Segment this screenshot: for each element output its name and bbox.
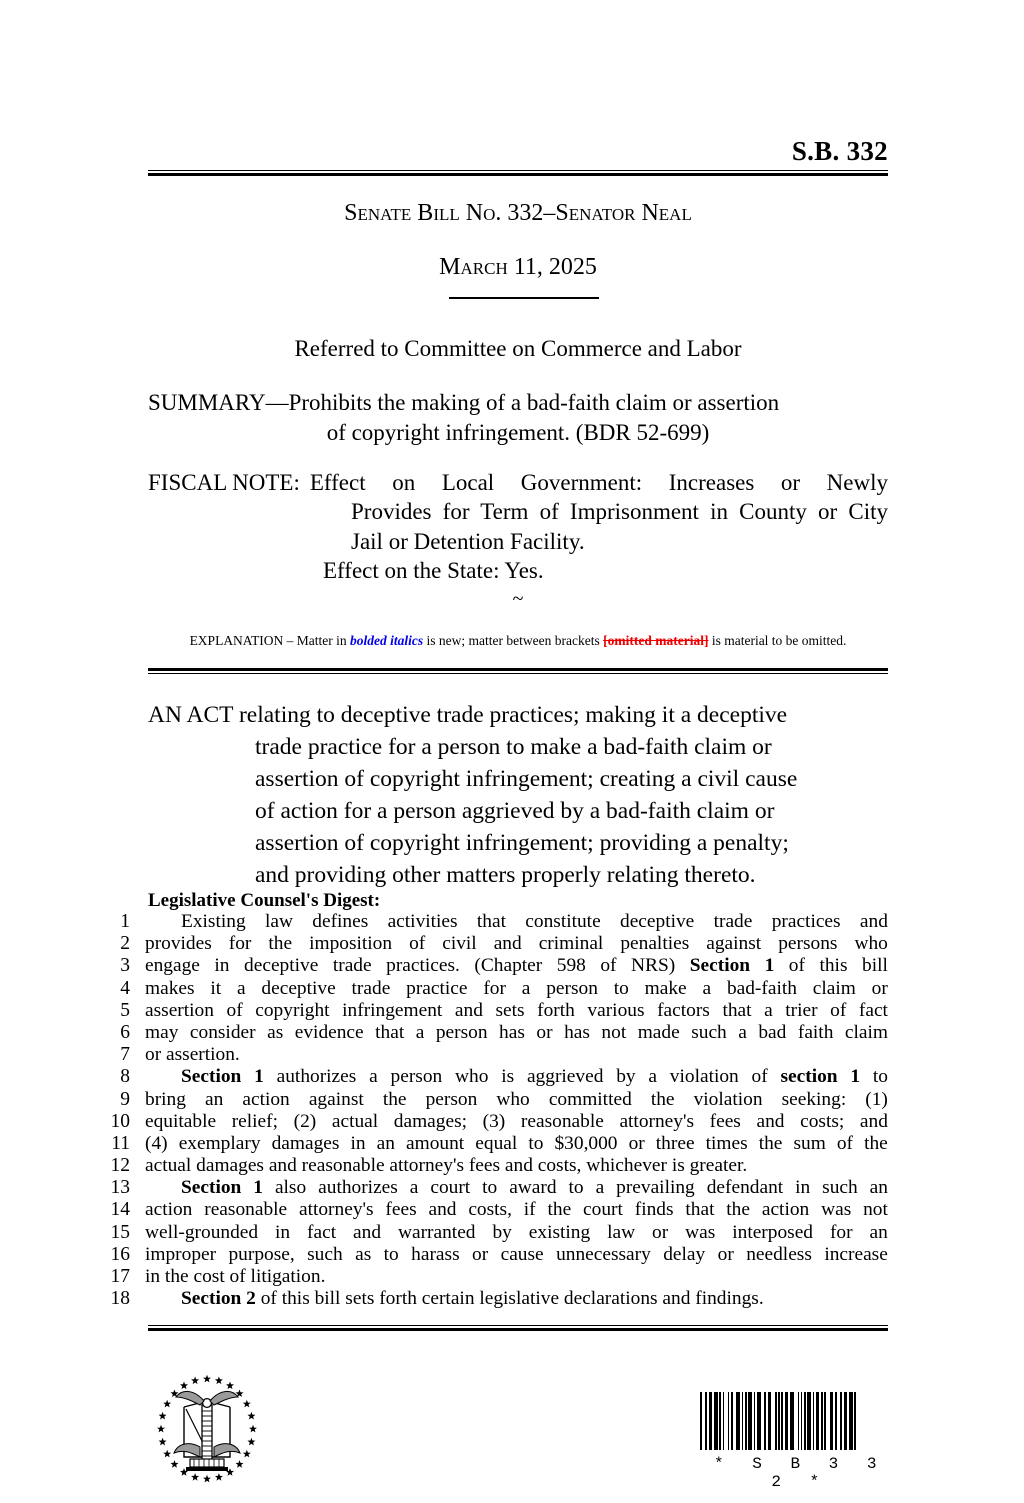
digest-line-text: engage in deceptive trade practices. (Chapter 598 of NRS) Section 1 of this bill [145, 955, 888, 977]
digest-line-text: improper purpose, such as to harass or cause unnecessary delay or needless increase [145, 1243, 888, 1265]
digest-line [0, 933, 1024, 955]
fiscal-note-line-1 [148, 468, 888, 497]
digest-line-number: 5 [120, 999, 130, 1021]
digest-line-number: 18 [110, 1288, 130, 1310]
footer-divider [148, 1325, 888, 1331]
digest-line [0, 1022, 1024, 1044]
tilde-separator: ~ [512, 588, 524, 610]
digest-line [0, 1199, 1024, 1221]
an-act-line-6: and providing other matters properly relating thereto. [255, 861, 756, 888]
digest-line [0, 978, 1024, 1000]
digest-line-number: 17 [110, 1266, 130, 1287]
digest-body [0, 911, 1024, 1310]
referred-to-committee: Referred to Committee on Commerce and Labor [294, 336, 742, 361]
digest-line [0, 1222, 1024, 1244]
digest-line-text: actual damages and reasonable attorney's fees and costs, whichever is greater. [145, 1155, 748, 1177]
fiscal-note-line-3: Jail or Detention Facility. [351, 528, 585, 554]
barcode-label: * S B 3 3 2 * [714, 1455, 886, 1491]
summary-line-1: SUMMARY—Prohibits the making of a bad-faith claim or assertion [148, 390, 780, 415]
title-divider [449, 297, 599, 299]
digest-line-number: 14 [110, 1199, 130, 1221]
digest-line-text: Section 1 also authorizes a court to award to a prevailing defendant in such an [181, 1177, 888, 1199]
digest-line [0, 1133, 1024, 1155]
digest-line-number: 9 [120, 1088, 130, 1110]
digest-line-number: 2 [120, 933, 130, 955]
an-act-line-1: AN ACT relating to deceptive trade practices; making it a deceptive [148, 702, 788, 728]
digest-line [0, 911, 1024, 933]
digest-line [0, 955, 1024, 977]
digest-line-number: 6 [120, 1021, 130, 1043]
digest-line-text: equitable relief; (2) actual damages; (3) reasonable attorney's fees and costs; and [145, 1110, 888, 1132]
bill-number-heading: S.B. 332 [791, 136, 888, 166]
act-divider [148, 668, 888, 674]
digest-line-text: action reasonable attorney's fees and costs, if the court finds that the action was not [145, 1199, 888, 1221]
digest-line-text: provides for the imposition of civil and criminal penalties against persons who [145, 933, 888, 955]
digest-line-text: in the cost of litigation. [145, 1266, 326, 1287]
digest-line-number: 15 [110, 1221, 130, 1243]
an-act-line-4: of action for a person aggrieved by a bad-faith claim or [255, 797, 775, 824]
digest-heading: Legislative Counsel's Digest: [148, 890, 381, 911]
an-act-line-2: trade practice for a person to make a bad-faith claim or [255, 733, 772, 760]
digest-line [0, 1266, 1024, 1288]
digest-line-text: bring an action against the person who committed the violation seeking: (1) [145, 1088, 888, 1110]
an-act-line-5: assertion of copyright infringement; providing a penalty; [255, 829, 789, 856]
digest-line-text: Existing law defines activities that constitute deceptive trade practices and [181, 911, 888, 932]
digest-line [0, 1089, 1024, 1111]
digest-line [0, 1244, 1024, 1266]
digest-line-number: 16 [110, 1243, 130, 1265]
digest-line-text: Section 2 of this bill sets forth certain legislative declarations and findings. [181, 1288, 764, 1310]
digest-line-number: 3 [120, 955, 130, 977]
digest-line-number: 11 [111, 1132, 130, 1154]
digest-line-number: 8 [120, 1066, 130, 1088]
explanation-new-material: bolded italics [350, 633, 424, 648]
explanation-suffix: is material to be omitted. [708, 633, 847, 648]
digest-line-number: 7 [120, 1044, 130, 1066]
digest-line-text: or assertion. [145, 1044, 240, 1066]
digest-line [0, 1288, 1024, 1310]
digest-line-number: 1 [120, 911, 130, 932]
bill-barcode [700, 1392, 892, 1491]
fiscal-note-block [148, 468, 888, 586]
fiscal-note-line-2: Provides for Term of Imprisonment in County or City [351, 499, 888, 525]
fiscal-note-text-1: Effect on Local Government: Increases or Newly [309, 470, 888, 495]
explanation-note [148, 633, 888, 649]
nevada-state-seal-icon [152, 1371, 262, 1489]
digest-line [0, 1177, 1024, 1199]
digest-line [0, 1044, 1024, 1066]
barcode-bars [700, 1392, 892, 1450]
header-divider-top [148, 170, 888, 176]
digest-line-number: 4 [120, 977, 130, 999]
summary-block [148, 388, 888, 448]
digest-line [0, 1111, 1024, 1133]
digest-line-text: Section 1 authorizes a person who is aggrieved by a violation of section 1 to [181, 1066, 888, 1088]
an-act-block [148, 700, 888, 892]
digest-line-number: 10 [110, 1110, 130, 1132]
digest-line-text: well-grounded in fact and warranted by existing law or was interposed for an [145, 1221, 888, 1243]
fiscal-note-line-4: Effect on the State: Yes. [323, 558, 544, 584]
senate-bill-line: Senate Bill No. 332–Senator Neal [344, 200, 692, 226]
fiscal-note-label: FISCAL NOTE: [148, 470, 300, 495]
explanation-prefix: EXPLANATION – Matter in [189, 633, 351, 648]
digest-line-text: makes it a deceptive trade practice for a person to make a bad-faith claim or [145, 977, 888, 999]
explanation-middle: is new; matter between brackets [423, 633, 604, 648]
digest-line-number: 12 [110, 1155, 130, 1177]
digest-line-text: assertion of copyright infringement and sets forth various factors that a trier of fact [145, 999, 888, 1021]
digest-line-number: 13 [110, 1177, 130, 1199]
digest-line-text: (4) exemplary damages in an amount equal to $30,000 or three times the sum of the [145, 1132, 888, 1154]
digest-line [0, 1155, 1024, 1177]
digest-line-text: may consider as evidence that a person has or has not made such a bad faith claim [145, 1021, 888, 1043]
bill-date: March 11, 2025 [439, 254, 597, 280]
an-act-line-3: assertion of copyright infringement; creating a civil cause [255, 765, 798, 792]
summary-line-2: of copyright infringement. (BDR 52-699) [326, 419, 710, 445]
digest-line [0, 1000, 1024, 1022]
digest-line [0, 1066, 1024, 1088]
explanation-omitted-material: [omitted material] [603, 633, 709, 648]
